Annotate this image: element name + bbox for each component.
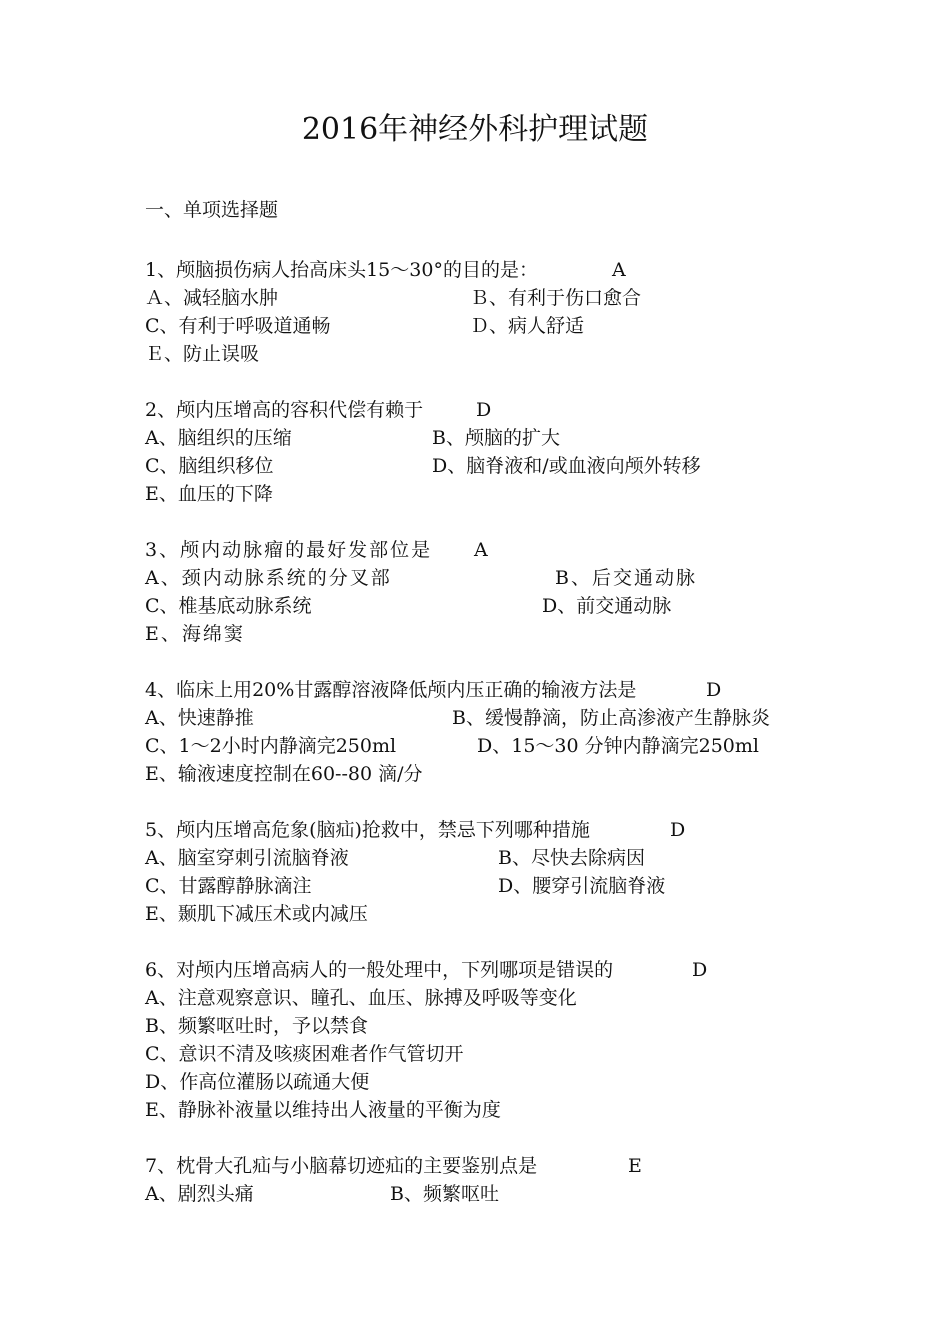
question-7-option-b: B、频繁呕吐 <box>390 1183 499 1205</box>
question-6-option-e: E、静脉补液量以维持出人液量的平衡为度 <box>145 1099 501 1121</box>
question-4-answer: D <box>706 679 722 701</box>
question-6-option-a: A、注意观察意识、瞳孔、血压、脉搏及呼吸等变化 <box>145 987 577 1009</box>
question-1-stem: 1、颅脑损伤病人抬高床头15～30°的目的是： <box>145 259 538 281</box>
question-1-option-d: Ｄ、病人舒适 <box>470 315 585 337</box>
question-5-answer: D <box>670 819 686 841</box>
question-4-stem: 4、临床上用20%甘露醇溶液降低颅内压正确的输液方法是 <box>145 679 637 701</box>
question-1-option-a: Ａ、减轻脑水肿 <box>145 287 279 309</box>
question-6-option-d: D、作高位灌肠以疏通大便 <box>145 1071 370 1093</box>
question-5-stem: 5、颅内压增高危象(脑疝)抢救中，禁忌下列哪种措施 <box>145 819 590 841</box>
question-5-option-c: C、甘露醇静脉滴注 <box>145 875 312 897</box>
question-5-option-e: E、颞肌下减压术或内减压 <box>145 903 368 925</box>
question-6-option-b: B、频繁呕吐时，予以禁食 <box>145 1015 368 1037</box>
question-2-option-d: D、脑脊液和/或血液向颅外转移 <box>432 455 701 477</box>
question-4-option-e: E、输液速度控制在60--80 滴/分 <box>145 763 423 785</box>
question-2-option-c: C、脑组织移位 <box>145 455 274 477</box>
question-7-stem: 7、枕骨大孔疝与小脑幕切迹疝的主要鉴别点是 <box>145 1155 538 1177</box>
question-3-stem: 3、颅内动脉瘤的最好发部位是 <box>145 539 433 561</box>
question-7-answer: E <box>628 1155 642 1177</box>
question-2-option-a: A、脑组织的压缩 <box>145 427 292 449</box>
question-4-option-a: A、快速静推 <box>145 707 254 729</box>
question-7-option-a: A、剧烈头痛 <box>145 1183 254 1205</box>
question-2-option-e: E、血压的下降 <box>145 483 273 505</box>
question-6-stem: 6、对颅内压增高病人的一般处理中，下列哪项是错误的 <box>145 959 614 981</box>
question-5-option-a: A、脑室穿刺引流脑脊液 <box>145 847 349 869</box>
question-6-option-c: C、意识不清及咳痰困难者作气管切开 <box>145 1043 464 1065</box>
question-1-answer: A <box>612 259 626 281</box>
question-2-stem: 2、颅内压增高的容积代偿有赖于 <box>145 399 424 421</box>
question-6-answer: D <box>692 959 708 981</box>
question-4-option-b: B、缓慢静滴，防止高渗液产生静脉炎 <box>452 707 770 729</box>
question-3-answer: A <box>474 539 488 561</box>
question-3-option-d: D、前交通动脉 <box>542 595 672 617</box>
question-1-option-c: C、有利于呼吸道通畅 <box>145 315 331 337</box>
section-heading: 一、单项选择题 <box>145 199 279 221</box>
question-3-option-a: A、颈内动脉系统的分叉部 <box>145 567 392 589</box>
question-3-option-e: E、海绵窦 <box>145 623 245 645</box>
question-3-option-c: C、椎基底动脉系统 <box>145 595 312 617</box>
question-4-option-c: C、1～2小时内静滴完250ml <box>145 735 397 757</box>
document-title: 2016年神经外科护理试题 <box>301 112 649 147</box>
question-5-option-b: B、尽快去除病因 <box>498 847 645 869</box>
question-2-answer: D <box>476 399 492 421</box>
question-5-option-d: D、腰穿引流脑脊液 <box>498 875 666 897</box>
question-1-option-e: Ｅ、防止误吸 <box>145 343 260 365</box>
question-3-option-b: B、后交通动脉 <box>555 567 697 589</box>
question-2-option-b: B、颅脑的扩大 <box>432 427 560 449</box>
question-4-option-d: D、15～30 分钟内静滴完250ml <box>477 735 759 757</box>
question-1-option-b: Ｂ、有利于伤口愈合 <box>470 287 642 309</box>
